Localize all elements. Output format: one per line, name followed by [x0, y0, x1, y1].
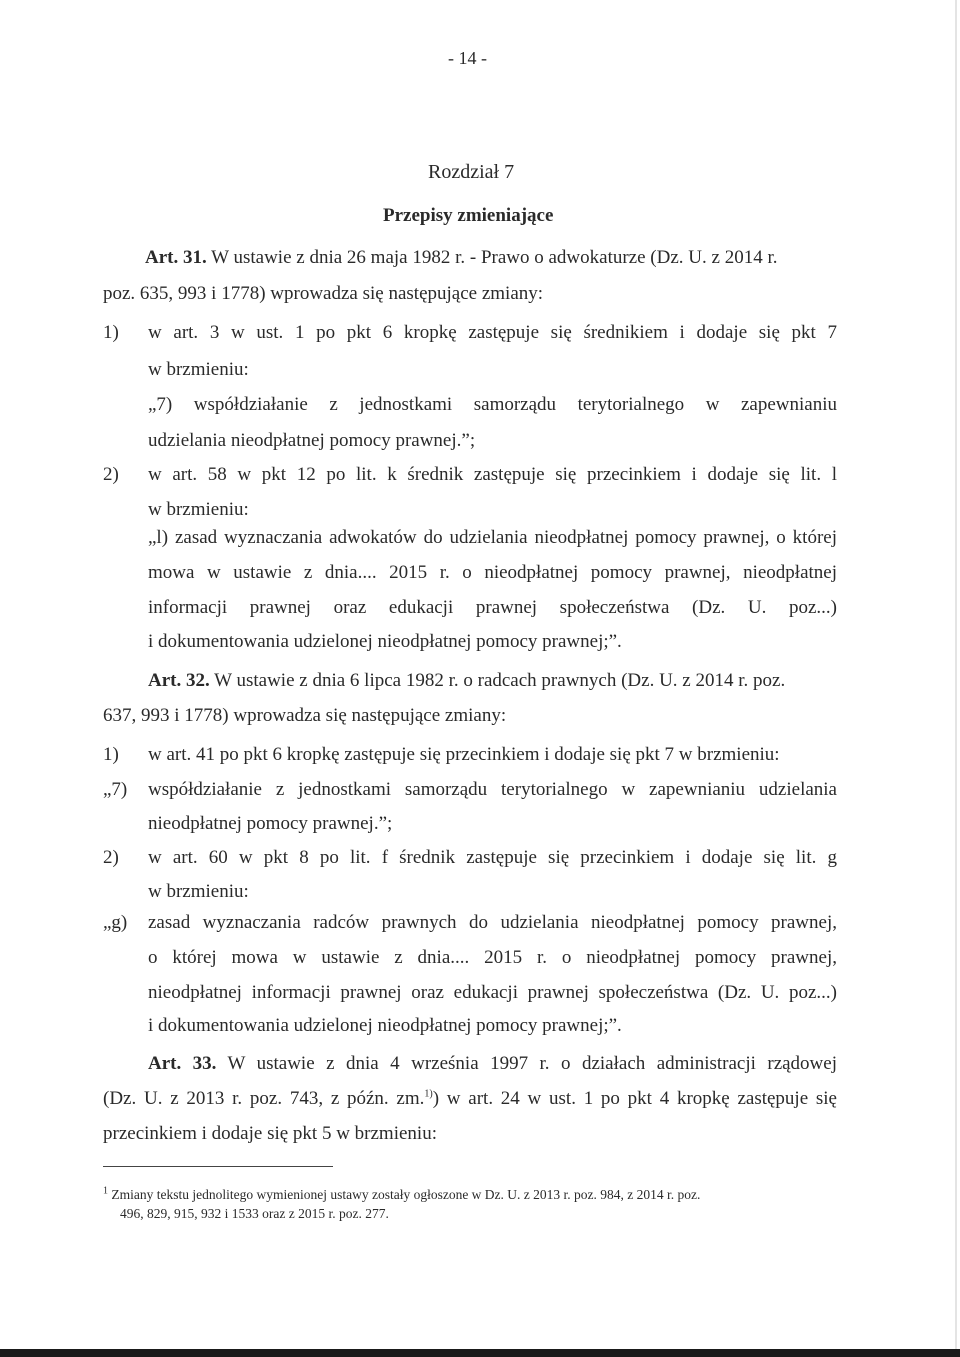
art32-item2-line1: w art. 60 w pkt 8 po lit. f średnik zastępuje się przecinkiem i dodaje się lit. g [148, 847, 837, 868]
page-number: - 14 - [448, 48, 487, 68]
art33-intro-text: W ustawie z dnia 4 września 1997 r. o działach administracji rządowej [216, 1053, 837, 1074]
scan-edge-shadow [955, 0, 957, 1357]
art32-quote1-line1: współdziałanie z jednostkami samorządu terytorialnego w zapewnianiu udzielania [148, 779, 837, 800]
chapter-heading: Rozdział 7 [428, 161, 515, 183]
art31-item2-line1: w art. 58 w pkt 12 po lit. k średnik zastępuje się przecinkiem i dodaje się lit. l [148, 464, 837, 485]
art33-line3: przecinkiem i dodaje się pkt 5 w brzmieniu: [103, 1123, 437, 1144]
art33-line2-b: ) w art. 24 w ust. 1 po pkt 4 kropkę zastępuje się [432, 1088, 837, 1109]
art32-intro-text: W ustawie z dnia 6 lipca 1982 r. o radcach prawnych (Dz. U. z 2014 r. poz. [209, 670, 786, 691]
art31-item1-line1: w art. 3 w ust. 1 po pkt 6 kropkę zastępuje się średnikiem i dodaje się pkt 7 [148, 322, 837, 343]
art32-item2-num: 2) [103, 847, 119, 868]
art32-item1-num: 1) [103, 744, 119, 765]
art31-item2-line2: w brzmieniu: [148, 499, 249, 520]
chapter-title: Przepisy zmieniające [383, 205, 554, 226]
art33-intro [148, 1052, 837, 1076]
art31-item2-num: 2) [103, 464, 119, 485]
art31-intro-cont: poz. 635, 993 i 1778) wprowadza się następujące zmiany: [103, 283, 544, 304]
art31-quote2-line4: i dokumentowania udzielonej nieodpłatnej pomocy prawnej;”. [148, 631, 622, 652]
art31-quote2-line2: mowa w ustawie z dnia.... 2015 r. o nieodpłatnej pomocy prawnej, nieodpłatnej [148, 562, 837, 583]
art31-intro-text: W ustawie z dnia 26 maja 1982 r. - Prawo o adwokaturze (Dz. U. z 2014 r. [206, 247, 778, 268]
art32-quote2-line4: i dokumentowania udzielonej nieodpłatnej pomocy prawnej;”. [148, 1015, 622, 1036]
art31-quote1-line2: udzielania nieodpłatnej pomocy prawnej.”; [148, 430, 476, 451]
footnote-marker: 1 [103, 1185, 108, 1197]
art31-item1-num: 1) [103, 322, 119, 343]
art32-quote1-line2: nieodpłatnej pomocy prawnej.”; [148, 813, 393, 834]
art32-intro [148, 669, 785, 693]
art32-intro-cont: 637, 993 i 1778) wprowadza się następujące zmiany: [103, 705, 507, 726]
art32-quote2-line2: o której mowa w ustawie z dnia.... 2015 r. o nieodpłatnej pomocy prawnej, [148, 947, 837, 968]
art31-quote2-line3: informacji prawnej oraz edukacji prawnej społeczeństwa (Dz. U. poz...) [148, 597, 837, 618]
art31-intro [145, 246, 777, 270]
art31-quote2-line1: „l) zasad wyznaczania adwokatów do udzielania nieodpłatnej pomocy prawnej, o której [148, 527, 837, 548]
art33-line2 [103, 1087, 837, 1111]
footnote-line2: 496, 829, 915, 932 i 1533 oraz z 2015 r. poz. 277. [120, 1206, 389, 1221]
art33-label: Art. 33. [148, 1053, 217, 1074]
footnote-separator [103, 1166, 333, 1167]
art32-quote2-num: „g) [103, 912, 128, 933]
footnote-text: Zmiany tekstu jednolitego wymienionej ustawy zostały ogłoszone w Dz. U. z 2013 r. poz. 984, z 2014 r. poz. [108, 1187, 701, 1202]
footnote-line1 [103, 1186, 700, 1204]
art31-item1-line2: w brzmieniu: [148, 359, 249, 380]
footnote-ref: 1) [424, 1088, 433, 1100]
art32-quote1-num: „7) [103, 779, 128, 800]
art32-item2-line2: w brzmieniu: [148, 881, 249, 902]
scan-bottom-edge [0, 1349, 960, 1357]
art31-quote1-line1: „7) współdziałanie z jednostkami samorządu terytorialnego w zapewnianiu [148, 394, 837, 415]
art33-line2-a: (Dz. U. z 2013 r. poz. 743, z późn. zm. [103, 1088, 425, 1109]
art31-label: Art. 31. [145, 247, 207, 268]
art32-quote2-line3: nieodpłatnej informacji prawnej oraz edukacji prawnej społeczeństwa (Dz. U. poz...) [148, 982, 837, 1003]
art32-quote2-line1: zasad wyznaczania radców prawnych do udzielania nieodpłatnej pomocy prawnej, [148, 912, 837, 933]
art32-item1-line1: w art. 41 po pkt 6 kropkę zastępuje się przecinkiem i dodaje się pkt 7 w brzmieniu: [148, 744, 780, 765]
art32-label: Art. 32. [148, 670, 210, 691]
